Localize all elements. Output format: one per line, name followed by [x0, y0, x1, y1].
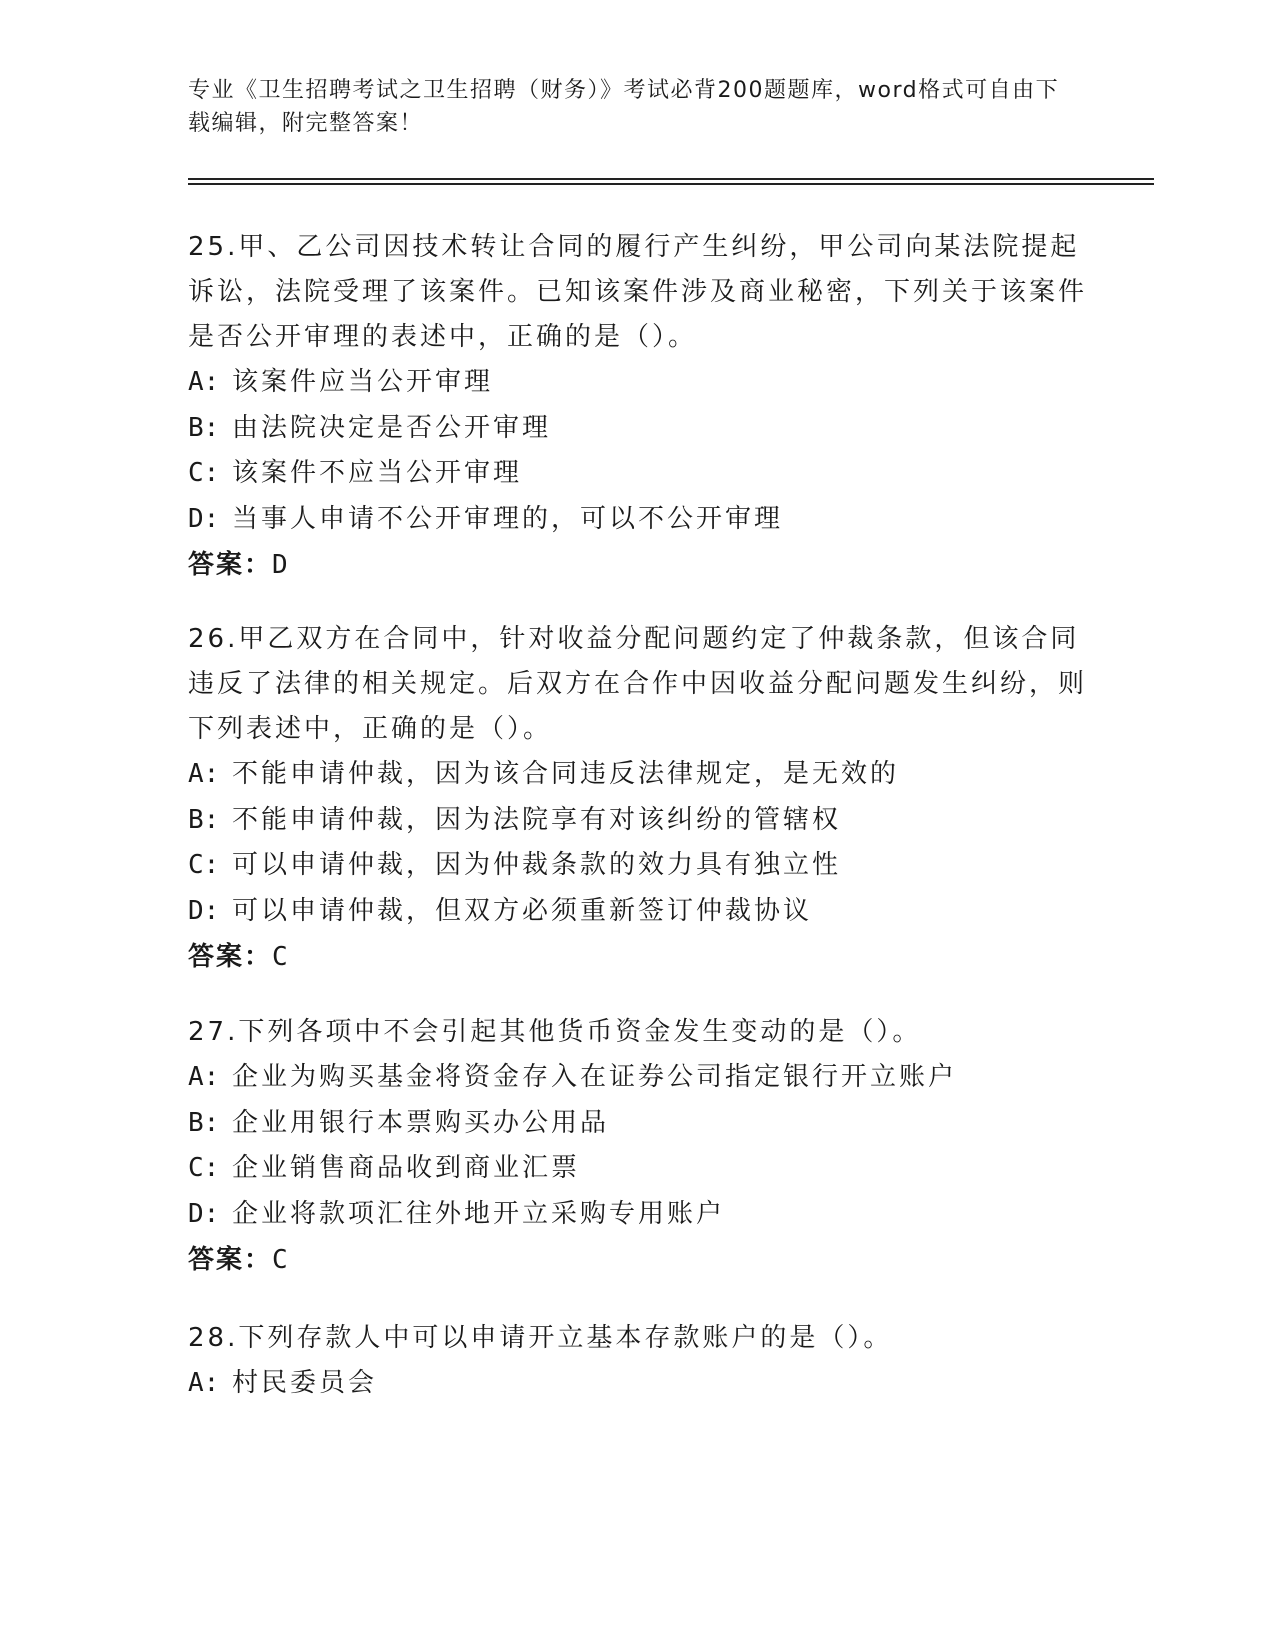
option-c	[188, 1146, 1088, 1192]
option-letter: C:	[188, 850, 220, 880]
question-26	[188, 617, 1088, 980]
answer-line	[188, 934, 1088, 980]
option-letter: B:	[188, 804, 220, 835]
option-text: 企业将款项汇往外地开立采购专用账户	[232, 1198, 726, 1229]
option-text: 当事人申请不公开审理的，可以不公开审理	[232, 503, 784, 534]
option-letter: B:	[188, 412, 220, 443]
option-text: 企业为购买基金将资金存入在证券公司指定银行开立账户	[232, 1062, 958, 1092]
option-d	[188, 497, 1088, 543]
answer-label: 答案：	[188, 550, 273, 580]
option-text: 该案件不应当公开审理	[232, 458, 523, 488]
option-letter: A:	[188, 367, 220, 397]
option-text: 村民委员会	[232, 1368, 378, 1398]
option-letter: A:	[188, 1368, 220, 1398]
option-text: 不能申请仲裁，因为法院享有对该纠纷的管辖权	[232, 804, 842, 835]
document-header: 专业《卫生招聘考试之卫生招聘（财务）》考试必背200题题库，word格式可自由下载编辑，附完整答案！	[188, 78, 1060, 136]
option-letter: A:	[188, 759, 220, 789]
option-text: 可以申请仲裁，因为仲裁条款的效力具有独立性	[232, 850, 842, 880]
answer-label: 答案：	[188, 1245, 273, 1275]
answer-line	[188, 542, 1088, 588]
option-text: 企业用银行本票购买办公用品	[232, 1107, 610, 1138]
question-27	[188, 1010, 1088, 1283]
option-letter: B:	[188, 1107, 220, 1138]
option-letter: D:	[188, 503, 220, 534]
option-text: 由法院决定是否公开审理	[232, 412, 552, 443]
option-letter: D:	[188, 1198, 220, 1229]
question-stem: 27.下列各项中不会引起其他货币资金发生变动的是（）。	[188, 1017, 922, 1047]
option-a	[188, 1361, 1088, 1407]
option-a	[188, 752, 1088, 798]
option-a	[188, 1055, 1088, 1101]
option-text: 企业销售商品收到商业汇票	[232, 1153, 581, 1183]
question-25	[188, 225, 1088, 588]
option-c	[188, 451, 1088, 497]
question-28	[188, 1316, 1088, 1407]
option-text: 不能申请仲裁，因为该合同违反法律规定，是无效的	[232, 759, 900, 789]
answer-line	[188, 1237, 1088, 1283]
option-letter: C:	[188, 458, 220, 488]
option-d	[188, 1192, 1088, 1238]
header-divider-bottom	[188, 183, 1154, 185]
answer-value: C	[272, 1245, 290, 1275]
question-stem: 28.下列存款人中可以申请开立基本存款账户的是（）。	[188, 1323, 893, 1353]
option-b	[188, 1101, 1088, 1147]
option-letter: D:	[188, 895, 220, 926]
option-a	[188, 360, 1088, 406]
option-text: 可以申请仲裁，但双方必须重新签订仲裁协议	[232, 895, 813, 926]
question-stem: 25.甲、乙公司因技术转让合同的履行产生纠纷，甲公司向某法院提起诉讼，法院受理了该案件。已知该案件涉及商业秘密，下列关于该案件是否公开审理的表述中，正确的是（）。	[188, 232, 1088, 352]
option-text: 该案件应当公开审理	[232, 367, 494, 397]
answer-value: D	[272, 550, 290, 580]
option-b	[188, 798, 1088, 844]
option-c	[188, 843, 1088, 889]
question-stem: 26.甲乙双方在合同中，针对收益分配问题约定了仲裁条款，但该合同违反了法律的相关规定。后双方在合作中因收益分配问题发生纠纷，则下列表述中，正确的是（）。	[188, 624, 1088, 744]
option-letter: C:	[188, 1153, 220, 1183]
option-d	[188, 889, 1088, 935]
option-b	[188, 406, 1088, 452]
answer-label: 答案：	[188, 942, 273, 972]
header-divider-top	[188, 178, 1154, 180]
option-letter: A:	[188, 1062, 220, 1092]
answer-value: C	[272, 942, 290, 972]
